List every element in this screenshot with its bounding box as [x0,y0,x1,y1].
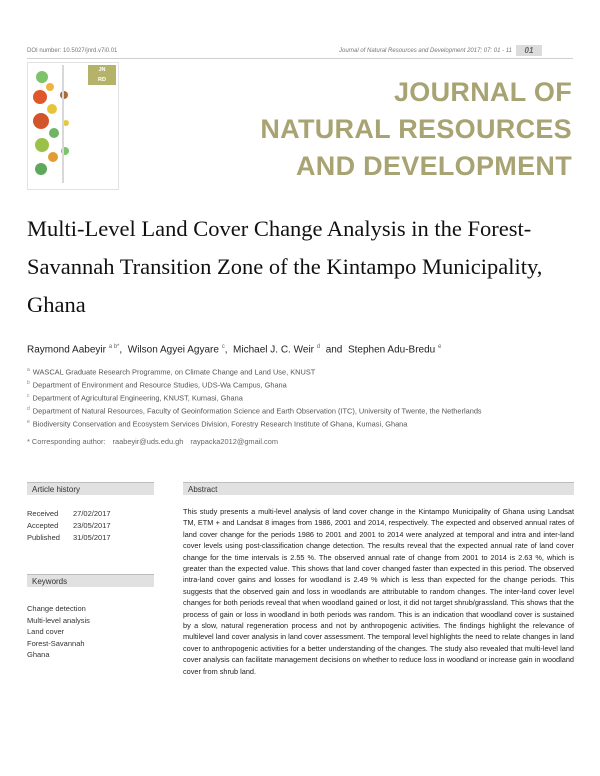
journal-title-line-3: AND DEVELOPMENT [295,151,572,181]
corresponding-label: * Corresponding author: [27,437,106,446]
author-name: Wilson Agyei Agyare [127,344,219,356]
keywords-heading: Keywords [27,574,154,587]
affiliation-marker: d [27,406,30,413]
affiliation-list [27,365,482,430]
corresponding-email-1[interactable]: raabeyir@uds.edu.gh [112,437,184,446]
paper-title: Multi-Level Land Cover Change Analysis in the Forest-Savannah Transition Zone of the Kintampo Municipality, Ghana [27,216,543,317]
cover-badge [88,65,116,85]
keyword-list [27,603,90,661]
history-row [27,520,111,532]
author-separator: and [325,344,343,356]
author-name: Stephen Adu-Bredu [347,344,436,356]
history-date: 23/05/2017 [73,521,111,531]
keyword-item: Forest-Savannah [27,638,85,648]
article-history [27,508,111,545]
affiliation-marker: b [27,380,30,387]
keyword-item: Multi-level analysis [27,615,90,625]
article-history-heading: Article history [27,482,154,495]
running-title: Journal of Natural Resources and Development 2017; 07: 01 - 11 [339,48,512,54]
history-date: 31/05/2017 [73,533,111,543]
history-label: Accepted [27,521,59,531]
history-label: Published [27,533,60,543]
affiliation-marker: e [27,419,30,426]
history-row [27,508,111,520]
abstract-heading: Abstract [183,482,574,495]
journal-title [260,74,572,185]
cover-badge-line1: JN [98,67,106,73]
affiliation-item [27,391,482,404]
author-affiliation-marker: e [438,344,442,350]
doi-text: DOI number: 10.5027/jnrd.v7i0.01 [27,48,118,54]
author-separator: , [224,344,228,356]
keyword-item: Ghana [27,650,50,660]
keyword-item: Land cover [27,627,65,637]
affiliation-item [27,404,482,417]
author-name: Raymond Aabeyir [27,344,106,356]
author-affiliation-marker: d [316,344,321,350]
affiliation-text: Department of Natural Resources, Faculty of Geoinformation Science and Earth Observation (ITC), University of Twente, the Netherlands [32,406,482,416]
corresponding-author [27,437,283,446]
affiliation-item [27,378,482,391]
abstract-text: This study presents a multi-level analysis of land cover change in the Kintampo Municipality of Ghana using Landsat TM, ETM + and Landsat 8 images from 1986, 2001 and 2014, respectively. The expected and observed annual rates of land cover change for the periods 1986 to 2001 and 2001 to 2014 were analyzed at temporal and intra and inter-land cover levels using post-classification change detection. The results reveal that the expected annual rate of land cover change for the time intervals is 2.55 %. The observed annual rate of change from 2001 to 2014 is 2.63 %, which is greater than the expected value. This shows that land cover changed faster than expected in this period. The observed intra-land cover gains and losses for woodland is 2.49 % which is less than expected for the change periods. This suggests that the observed gain and loss in woodlands are attributable to random changes. The inter-land cover level changes for both periods reveal that when woodland gained or lost, it did not target shrub/grassland. This shows that the process of gain or loss in woodland in both periods was random. This is an indication that woodland cover is sustained by a slow, natural regeneration process and not by anthropogenic activities. The findings highlight the relevance of multilevel land cover analysis in land cover assessment. The temporal level highlights the need to relate changes in land cover to anthropogenic activities for a better understanding of the changes. The study also revealed that multi-level land cover analysis can facilitate management decisions on whether to reduce loss in woodland or increase gain in woodland cover from shrub land. [183,507,574,676]
affiliation-marker: a [27,367,30,373]
affiliation-text: WASCAL Graduate Research Programme, on Climate Change and Land Use, KNUST [32,367,316,377]
affiliation-text: Department of Environment and Resource Studies, UDS-Wa Campus, Ghana [32,380,287,390]
affiliation-item [27,365,482,378]
author-name: Michael J. C. Weir [233,344,314,356]
corresponding-email-2[interactable]: raypacka2012@gmail.com [190,437,278,446]
affiliation-marker: c [27,393,30,400]
author-affiliation-marker: c [221,344,225,350]
journal-title-line-1: JOURNAL OF [393,77,572,107]
header-divider [27,58,573,59]
author-affiliation-marker: a b* [108,344,120,350]
page-number: 01 [516,45,542,56]
affiliation-text: Biodiversity Conservation and Ecosystem Services Division, Forestry Research Institute of Ghana, Kumasi, Ghana [32,419,408,429]
cover-badge-line2: RD [98,77,106,83]
affiliation-item [27,417,482,430]
keyword-item: Change detection [27,604,86,613]
history-date: 27/02/2017 [73,509,111,518]
affiliation-text: Department of Agricultural Engineering, KNUST, Kumasi, Ghana [32,393,243,403]
author-list [27,344,441,355]
journal-title-line-2: NATURAL RESOURCES [260,114,572,144]
journal-cover-image [27,62,119,190]
author-separator: , [119,344,123,356]
history-row [27,532,111,544]
history-label: Received [27,509,59,518]
